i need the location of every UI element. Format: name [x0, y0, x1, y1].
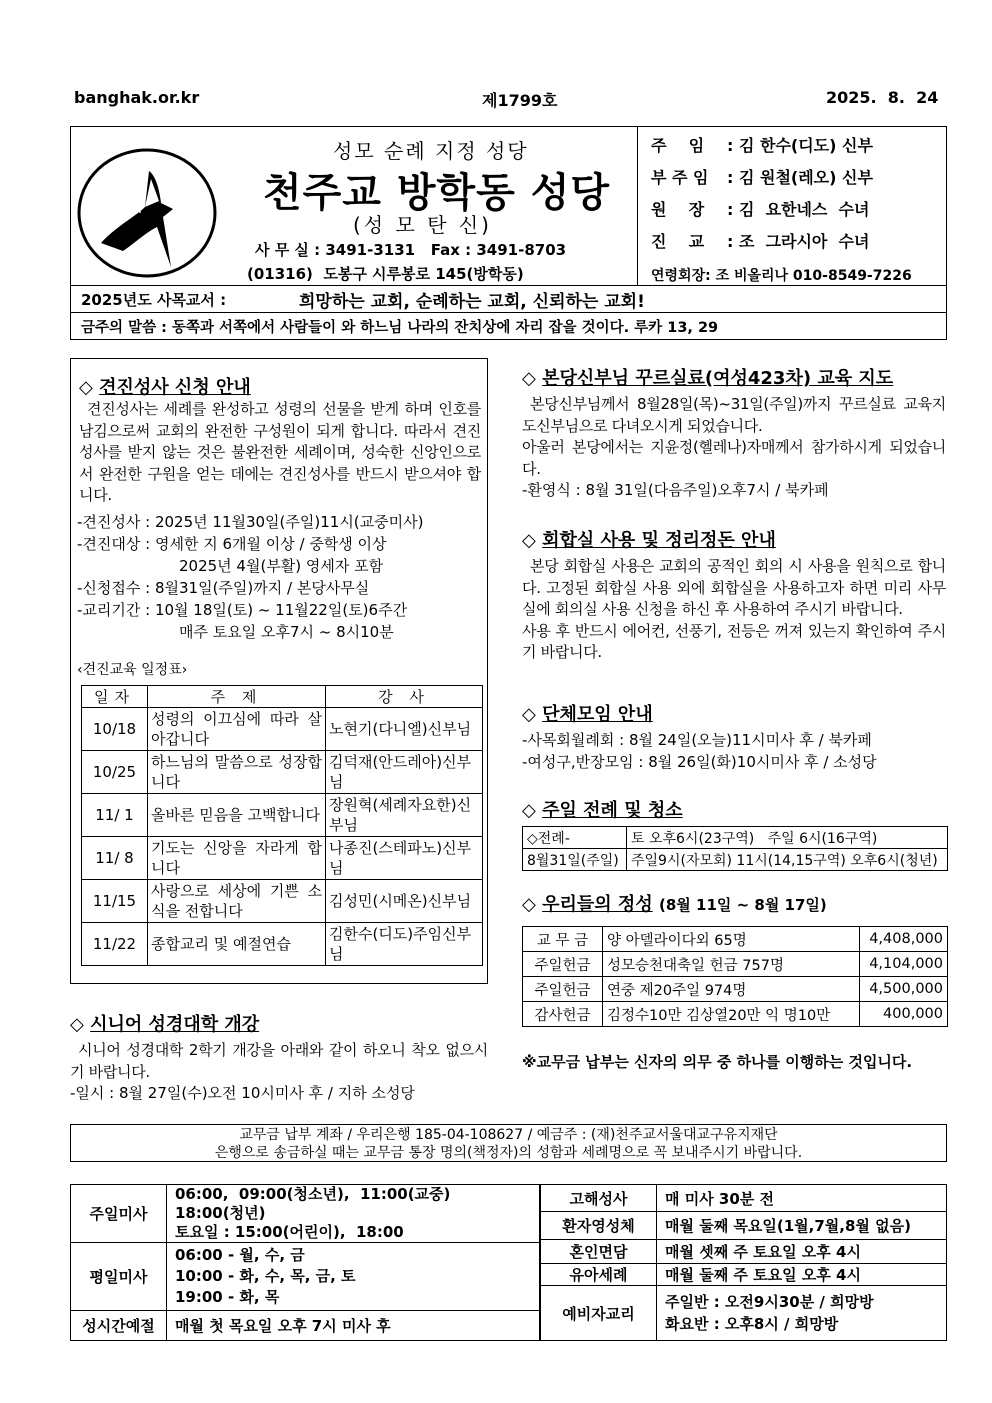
pastoral-label: 2025년도 사목교서 :	[81, 290, 227, 309]
column-header: 일자	[82, 686, 148, 708]
offering-desc: 양 아델라이다외 65명	[603, 927, 860, 952]
table-row	[82, 708, 483, 751]
pilgrim-section	[522, 364, 946, 502]
table-row	[82, 880, 483, 923]
staff-row	[651, 133, 941, 165]
parish-address: (01316) 도봉구 시루봉로 145(방학동)	[247, 265, 524, 283]
offering-amount: 4,408,000	[860, 927, 948, 952]
row-date: 11/ 1	[82, 794, 148, 837]
adoration-label: 성시간예절	[71, 1311, 167, 1341]
offering-title-text: 우리들의 정성	[542, 894, 653, 915]
sacrament-label: 환자영성체	[541, 1212, 657, 1240]
sacrament-label: 혼인면담	[541, 1240, 657, 1264]
row-topic: 올바른 믿음을 고백합니다	[148, 794, 326, 837]
time-line: 화요반 : 오후8시 / 희망방	[665, 1315, 839, 1333]
column-header: 강 사	[326, 686, 483, 708]
table-row	[541, 1185, 947, 1212]
offering-period: (8월 11일 ~ 8월 17일)	[659, 896, 827, 914]
offering-title: ◇ 우리들의 정성 (8월 11일 ~ 8월 17일)	[522, 894, 827, 915]
table-row	[523, 977, 948, 1002]
time-line: 10:00 - 화, 수, 목, 금, 토	[175, 1267, 356, 1285]
offering-desc: 성모승천대축일 헌금 757명	[603, 952, 860, 977]
staff-name: : 조 그라시아 수녀	[727, 232, 870, 251]
adoration-time: 매월 첫 목요일 오후 7시 미사 후	[167, 1311, 540, 1341]
pilgrim-title-text: 본당신부님 꾸르실료(여성423차) 교육 지도	[542, 368, 894, 389]
hall-title: ◇ 회합실 사용 및 정리정돈 안내	[522, 530, 776, 551]
pilgrim-text: 본당신부님께서 8월28일(목)~31일(주일)까지 꾸르실료 교육지도신부님으로 다녀오시게 되었습니다.	[522, 395, 946, 435]
groups-title: ◇ 단체모임 안내	[522, 704, 653, 725]
hall-text: 본당 회합실 사용은 교회의 공적인 회의 시 사용을 원칙으로 합니다. 고정된 회합실 사용 외에 회합실을 사용하고자 하면 미리 사무실에 회의실 사용 신청을 하신 후 사용하여 주시기 바랍니다.	[522, 557, 946, 618]
offering-amount: 400,000	[860, 1002, 948, 1027]
staff-row	[651, 197, 941, 229]
row-date: 11/ 8	[82, 837, 148, 880]
offering-note: ※교무금 납부는 신자의 의무 중 하나를 이행하는 것입니다.	[522, 1053, 913, 1071]
pilgrim-item: -환영식 : 8월 31일(다음주일)오후7시 / 북카페	[522, 481, 829, 499]
confirmation-schedule-table	[81, 685, 483, 966]
staff-name: : 김 한수(디도) 신부	[727, 136, 873, 155]
row-topic: 하느님의 말씀으로 성장합니다	[148, 751, 326, 794]
confirmation-section	[70, 358, 488, 984]
row-speaker: 김덕재(안드레아)신부님	[326, 751, 483, 794]
pastoral-motto	[70, 286, 947, 313]
mass-schedule	[70, 1184, 947, 1340]
row-date: 11/15	[82, 880, 148, 923]
catechumen-label: 예비자교리	[541, 1286, 657, 1341]
time-line: 06:00 - 월, 수, 금	[175, 1246, 305, 1264]
pastoral-text: 희망하는 교회, 순례하는 교회, 신뢰하는 교회!	[299, 291, 645, 312]
row-speaker: 김한수(디도)주임신부님	[326, 923, 483, 966]
bank-line: 교무금 납부 계좌 / 우리은행 185-04-108627 / 예금주 : (재)천주교서울대교구유지재단	[239, 1127, 778, 1143]
row-topic: 사랑으로 세상에 기쁜 소식을 전합니다	[148, 880, 326, 923]
time-line: 06:00, 09:00(청소년), 11:00(교중)	[175, 1185, 451, 1203]
issue-date: 2025. 8. 24	[826, 88, 939, 107]
offering-kind: 교 무 금	[523, 927, 603, 952]
senior-section	[70, 1010, 488, 1105]
sacrament-value: 매 미사 30분 전	[657, 1185, 947, 1212]
council-contact: 연령회장: 조 비올리나 010-8549-7226	[651, 268, 912, 284]
detail-line: -교리기간 : 10월 18일(토) ~ 11월22일(토)6주간	[77, 601, 408, 619]
table-row	[523, 849, 948, 871]
senior-title-text: 시니어 성경대학 개강	[90, 1014, 260, 1035]
weekday-mass-label: 평일미사	[71, 1243, 167, 1311]
offering-kind: 주일헌금	[523, 977, 603, 1002]
senior-title: ◇ 시니어 성경대학 개강	[70, 1014, 260, 1035]
weekday-mass-times	[167, 1243, 540, 1311]
church-logo-icon	[75, 147, 219, 279]
masthead-subtitle: 성모 순례 지정 성당	[333, 139, 529, 163]
offering-section	[522, 890, 948, 1073]
staff-row	[651, 229, 941, 261]
schedule-title: ‹견진교육 일정표›	[77, 662, 188, 678]
host-title-text: 주일 전례 및 청소	[542, 800, 683, 821]
time-line: 주일반 : 오전9시30분 / 희망방	[665, 1293, 874, 1311]
table-row	[523, 827, 948, 849]
table-row	[541, 1212, 947, 1240]
group-item: -여성구,반장모임 : 8월 26일(화)10시미사 후 / 소성당	[522, 752, 877, 771]
row-speaker: 장원혁(세례자요한)신부님	[326, 794, 483, 837]
host-label: 8월31일(주일)	[523, 849, 627, 871]
offering-table	[522, 926, 948, 1027]
senior-text: 시니어 성경대학 2학기 개강을 아래와 같이 하오니 착오 없으시기 바랍니다.	[70, 1041, 488, 1081]
offering-amount: 4,104,000	[860, 952, 948, 977]
catechumen-times	[657, 1286, 947, 1341]
offering-amount: 4,500,000	[860, 977, 948, 1002]
sunday-mass-label: 주일미사	[71, 1185, 167, 1243]
pilgrim-text-2: 아울러 본당에서는 지윤정(헬레나)자매께서 참가하시게 되었습니다.	[522, 438, 946, 478]
detail-line: 매주 토요일 오후7시 ~ 8시10분	[179, 623, 394, 641]
host-line: 토 오후6시(23구역) 주일 6시(16구역)	[627, 827, 948, 849]
staff-role: 주 임	[651, 136, 705, 155]
confirmation-title: ◇ 견진성사 신청 안내	[79, 377, 251, 398]
bank-line: 은행으로 송금하실 때는 교무금 통장 명의(책정자)의 성함과 세례명으로 꼭 보내주시기 바랍니다.	[214, 1145, 803, 1161]
host-section	[522, 796, 948, 871]
mass-table-left	[70, 1184, 540, 1341]
row-date: 10/25	[82, 751, 148, 794]
row-topic: 종합교리 및 예절연습	[148, 923, 326, 966]
confirmation-details	[77, 511, 485, 643]
table-header-row	[82, 686, 483, 708]
offering-desc: 김정수10만 김상열20만 익 명10만	[603, 1002, 860, 1027]
bank-info	[70, 1124, 947, 1162]
staff-list	[651, 133, 941, 285]
groups-title-text: 단체모임 안내	[542, 704, 653, 725]
senior-item: -일시 : 8월 27일(수)오전 10시미사 후 / 지하 소성당	[70, 1084, 415, 1102]
hall-title-text: 회합실 사용 및 정리정돈 안내	[542, 530, 776, 551]
table-row	[82, 923, 483, 966]
row-speaker: 노현기(다니엘)신부님	[326, 708, 483, 751]
staff-name: : 김 원철(레오) 신부	[727, 168, 873, 187]
parish-patron: (성 모 탄 신)	[353, 213, 492, 237]
host-line: 주일9시(자모회) 11시(14,15구역) 오후6시(청년)	[627, 849, 948, 871]
masthead	[70, 126, 947, 286]
detail-line: -신청접수 : 8월31일(주일)까지 / 본당사무실	[77, 579, 370, 597]
staff-role: 부 주 임	[651, 168, 709, 187]
confirmation-intro: 견진성사는 세례를 완성하고 성령의 선물을 받게 하며 인호를 남김으로써 교회의 완전한 구성원이 되게 합니다. 따라서 견진성사를 받지 않는 것은 불완전한 세례이며, 성숙한 신앙인으로서 완전한 구원을 얻는 데에는 견진성사를 반드시 받으셔야 합니다.	[79, 400, 481, 504]
table-row	[71, 1311, 540, 1341]
detail-line: -견진성사 : 2025년 11월30일(주일)11시(교중미사)	[77, 513, 424, 531]
table-row	[82, 794, 483, 837]
host-label: ◇전례-	[523, 827, 627, 849]
mass-table-right	[540, 1184, 947, 1341]
offering-desc: 연중 제20주일 974명	[603, 977, 860, 1002]
detail-line: 2025년 4월(부활) 영세자 포함	[179, 557, 384, 575]
detail-line: -견진대상 : 영세한 지 6개월 이상 / 중학생 이상	[77, 535, 387, 553]
hall-section	[522, 526, 946, 664]
issue-number: 제1799호	[482, 91, 558, 110]
sacrament-value: 매월 셋째 주 토요일 오후 4시	[657, 1240, 947, 1264]
word-of-week: 금주의 말씀 : 동쪽과 서쪽에서 사람들이 와 하느님 나라의 잔치상에 자리 잡을 것이다. 루카 13, 29	[70, 313, 947, 340]
offering-kind: 감사헌금	[523, 1002, 603, 1027]
sunday-mass-times	[167, 1185, 540, 1243]
table-row	[541, 1286, 947, 1341]
staff-row	[651, 165, 941, 197]
sacrament-label: 유아세례	[541, 1264, 657, 1286]
confirmation-title-text: 견진성사 신청 안내	[99, 377, 251, 398]
table-row	[541, 1264, 947, 1286]
sacrament-label: 고해성사	[541, 1185, 657, 1212]
groups-section	[522, 700, 946, 773]
hall-text-2: 사용 후 반드시 에어컨, 선풍기, 전등은 꺼져 있는지 확인하여 주시기 바랍니다.	[522, 621, 946, 661]
pilgrim-title: ◇ 본당신부님 꾸르실료(여성423차) 교육 지도	[522, 368, 894, 389]
table-row	[71, 1185, 540, 1243]
sacrament-value: 매월 둘째 주 토요일 오후 4시	[657, 1264, 947, 1286]
table-row	[541, 1240, 947, 1264]
row-date: 11/22	[82, 923, 148, 966]
table-row	[523, 927, 948, 952]
time-line: 18:00(청년)	[175, 1204, 266, 1222]
host-title: ◇ 주일 전례 및 청소	[522, 800, 683, 821]
row-topic: 성령의 이끄심에 따라 살아갑니다	[148, 708, 326, 751]
column-header: 주 제	[148, 686, 326, 708]
parish-name: 천주교 방학동 성당	[263, 170, 610, 216]
time-line: 토요일 : 15:00(어린이), 18:00	[175, 1223, 404, 1241]
table-row	[71, 1243, 540, 1311]
offering-kind: 주일헌금	[523, 952, 603, 977]
table-row	[523, 952, 948, 977]
staff-name: : 김 요한네스 수녀	[727, 200, 870, 219]
staff-role: 진 교	[651, 232, 705, 251]
table-row	[82, 837, 483, 880]
sacrament-value: 매월 둘째 목요일(1월,7월,8월 없음)	[657, 1212, 947, 1240]
staff-role: 원 장	[651, 200, 705, 219]
office-phone: 사 무 실 : 3491-3131 Fax : 3491-8703	[255, 241, 567, 259]
host-table	[522, 826, 948, 871]
group-item: -사목회월례회 : 8월 24일(오늘)11시미사 후 / 북카페	[522, 731, 872, 749]
time-line: 19:00 - 화, 목	[175, 1288, 280, 1306]
site-url: banghak.or.kr	[74, 88, 200, 107]
row-date: 10/18	[82, 708, 148, 751]
row-speaker: 나종진(스테파노)신부님	[326, 837, 483, 880]
table-row	[82, 751, 483, 794]
row-topic: 기도는 신앙을 자라게 합니다	[148, 837, 326, 880]
table-row	[523, 1002, 948, 1027]
row-speaker: 김성민(시메온)신부님	[326, 880, 483, 923]
